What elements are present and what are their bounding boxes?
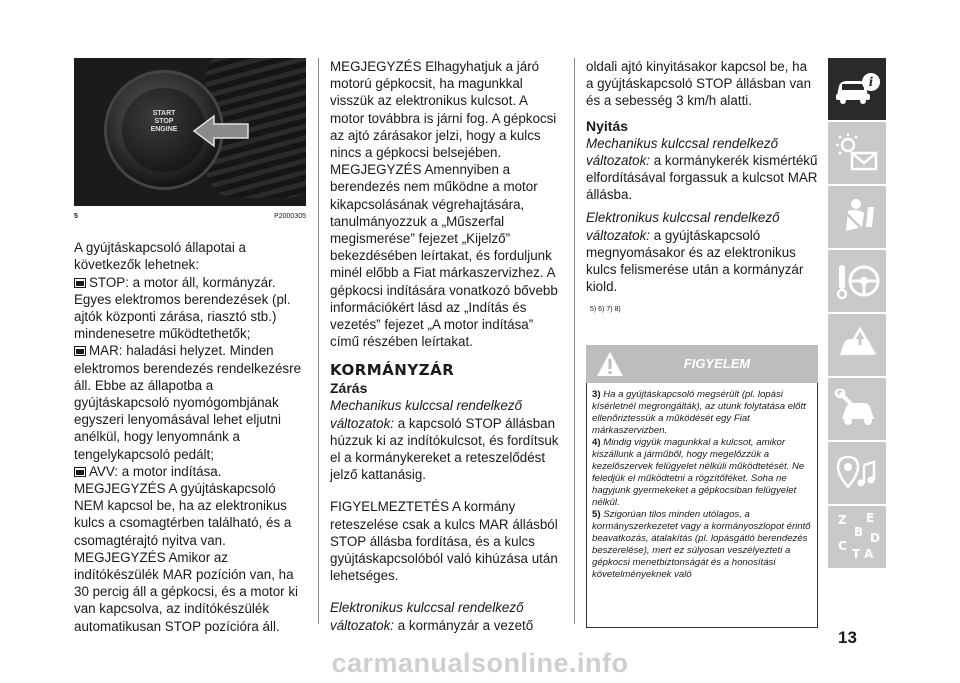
tab-sun-envelope[interactable]: [828, 122, 886, 184]
mechanical-key-paragraph: [330, 397, 564, 483]
figyelem-item: [592, 437, 812, 509]
key-icon: [74, 463, 89, 480]
figyelem-item: [592, 509, 812, 581]
section-heading: KORMÁNYZÁR: [330, 361, 455, 380]
tab-alphabet-index[interactable]: [828, 506, 886, 568]
key-icon: [74, 274, 89, 291]
list-item-mar: [74, 342, 306, 462]
tab-media-gps[interactable]: [828, 442, 886, 504]
figyelem-item-text: Mindig vigyük magunkkal a kulcsot, amikor kiszállunk a járműből, hogy megelőzzük a kezelőszervek felügyelet nélküli működtetését. Ne feledjük el működtetni a rögzítőféket. Soha ne hagyjunk gyermekeket a gépkocsiban felügyelet nélkül.: [592, 436, 805, 508]
intro-text: A gyújtáskapcsoló állapotai a következők lehetnek:: [74, 240, 246, 273]
figyelem-title: FIGYELEM: [683, 356, 751, 372]
warning-triangle-icon: [596, 351, 624, 377]
electronic-key-paragraph: [586, 209, 818, 295]
car-info-icon: [833, 72, 881, 106]
index-letter: D: [870, 531, 880, 545]
list-item-stop: [74, 274, 306, 343]
variant-label: Mechanikus kulccsal rendelkező változatok:: [586, 135, 779, 168]
figure-code: P2000305: [274, 213, 306, 220]
note-paragraph: MEGJEGYZÉS Elhagyhatjuk a járó motorú gépkocsit, ha magunkkal visszük az elektronikus kulcsot. A motor továbbra is járni fog. A gépkocsi az ajtó zárásakor jelzi, hogy a kulcs nincs a gépkocsi belsejében.: [330, 59, 557, 161]
index-letter: Z: [838, 513, 847, 527]
start-stop-button-photo: [74, 58, 306, 206]
column-1: [74, 58, 306, 635]
seat-airbag-icon: [834, 197, 880, 237]
index-letter: B: [854, 525, 864, 539]
index-letter: C: [838, 539, 847, 553]
variant-text: a kapcsoló STOP állásban húzzuk ki az indítókulcsot, és fordítsuk el a kormánykereket a reteszelődést jelző kattanásig.: [330, 415, 559, 483]
mechanical-key-paragraph: [586, 135, 818, 204]
figyelem-header: [586, 345, 818, 383]
note-paragraph: MEGJEGYZÉS Amikor az indítókészülék MAR pozíción van, ha 30 percig áll a gépkocsi, és a motor ki van kapcsolva, az indítókészülék automatikusan STOP pozícióra áll.: [74, 549, 299, 634]
list-item-stop-text: STOP: a motor áll, kormányzár. Egyes elektromos berendezések (pl. ajtók központi zárása, riasztó stb.) mindenesetre működtethetők;: [74, 274, 291, 342]
index-letter: A: [864, 547, 874, 561]
index-letter: T: [852, 547, 861, 561]
car-warning-icon: [834, 325, 880, 365]
variant-label: Elektronikus kulccsal rendelkező változatok:: [330, 600, 524, 633]
tab-car-info[interactable]: [828, 58, 886, 120]
steering-wheel-key-icon: [834, 261, 880, 301]
button-line-stop: STOP: [154, 118, 174, 125]
key-icon: [74, 342, 89, 359]
button-line-start: START: [152, 110, 176, 117]
figyelem-item: [592, 389, 812, 437]
figyelem-item-number: 5): [592, 508, 601, 520]
column-separator: [318, 58, 319, 624]
sun-envelope-icon: [834, 133, 880, 173]
figyelem-item-number: 4): [592, 436, 601, 448]
column-3: [586, 58, 818, 628]
note-paragraph: MEGJEGYZÉS A gyújtáskapcsoló NEM kapcsol be, ha az elektronikus kulcs a csomagtérben található, és a csomagtérajtó nyitva van.: [74, 481, 292, 548]
button-line-engine: ENGINE: [150, 126, 178, 133]
subsection-heading: Nyitás: [586, 117, 629, 134]
alphabet-index-icon: [832, 510, 882, 564]
pointer-arrow-icon: [192, 114, 250, 148]
wrench-car-icon: [834, 389, 880, 429]
media-gps-icon: [834, 453, 880, 493]
figure-number: 5: [74, 213, 78, 220]
figyelem-item-text: Szigorúan tilos minden utólagos, a kormányszerkezetet vagy a kormányoszlopot érintő beavatkozás, átalakítás (pl. lopásgátló berendezés beszerelése), mert ez súlyosan veszélyezteti a gépkocsi menetbiztonságát és a honosítási követelményeknek való: [592, 508, 811, 580]
figyelem-item-text: Ha a gyújtáskapcsoló megsérült (pl. lopási kísérletnél megrongálták), az utunk folytatása előtt ellenőriztessük a működését egy Fiat márkaszervizben.: [592, 388, 806, 436]
tab-car-warning[interactable]: [828, 314, 886, 376]
page-number: 13: [838, 628, 857, 647]
svg-text:i: i: [868, 75, 874, 89]
note-paragraph: MEGJEGYZÉS Amennyiben a berendezés nem működne a motor kikapcsolásának végrehajtására, tanulmányozzuk a „Műszerfal megismerése” fejezet „Kijelző” bekezdésében leírtakat, és forduljunk minél előbb a Fiat márkaszervizhez. A gépkocsi indítására vonatkozó bővebb információkért lásd az „Indítás és vezetés” fejezet „A motor indítása” című részében leírtakat.: [330, 162, 558, 350]
index-letter: E: [866, 511, 875, 525]
tab-seat-airbag[interactable]: [828, 186, 886, 248]
reference-numbers: 5) 6) 7) 8): [590, 306, 621, 314]
warning-paragraph: FIGYELMEZTETÉS A kormány reteszelése csak a kulcs MAR állásból STOP állásba fordítása, és a kulcs gyújtáskapcsolóból való kihúzása után lehetséges.: [330, 499, 558, 584]
list-item-avv: [74, 463, 306, 480]
list-item-avv-text: AVV: a motor indítása.: [89, 463, 222, 479]
figyelem-item-number: 3): [592, 388, 601, 400]
list-item-mar-text: MAR: haladási helyzet. Minden elektromos berendezés rendelkezésre áll. Ebbe az állapotba a gyújtáskapcsoló nyomógombjának egyszeri lenyomásával lehet eljutni anélkül, hogy lenyomnánk a tengelykapcsoló pedált;: [74, 343, 302, 462]
chapter-tabs: [828, 58, 886, 570]
variant-text: a gyújtáskapcsoló megnyomásakor és az elektronikus kulcs felismerése után a kormányzár kiold.: [586, 227, 804, 295]
tab-steering-wheel[interactable]: [828, 250, 886, 312]
column-separator: [574, 58, 575, 624]
subsection-heading: Zárás: [330, 380, 368, 397]
paragraph: oldali ajtó kinyitásakor kapcsol be, ha a gyújtáskapcsoló STOP állásban van és a sebesség 3 km/h alatti.: [586, 59, 812, 109]
column-2: [330, 58, 564, 634]
electronic-key-paragraph: [330, 599, 564, 633]
variant-label: Elektronikus kulccsal rendelkező változatok:: [586, 210, 780, 243]
figyelem-body: [586, 383, 818, 628]
tab-wrench-car[interactable]: [828, 378, 886, 440]
figyelem-box: [586, 345, 818, 628]
variant-text: a kormányzár a vezető: [394, 617, 534, 633]
variant-label: Mechanikus kulccsal rendelkező változatok:: [330, 398, 523, 431]
variant-text: a kormánykerék kismértékű elfordításával forgassuk a kulcsot MAR állásba.: [586, 152, 818, 203]
figure-caption: [74, 208, 306, 225]
watermark: carmanualsonline.info: [331, 648, 629, 678]
